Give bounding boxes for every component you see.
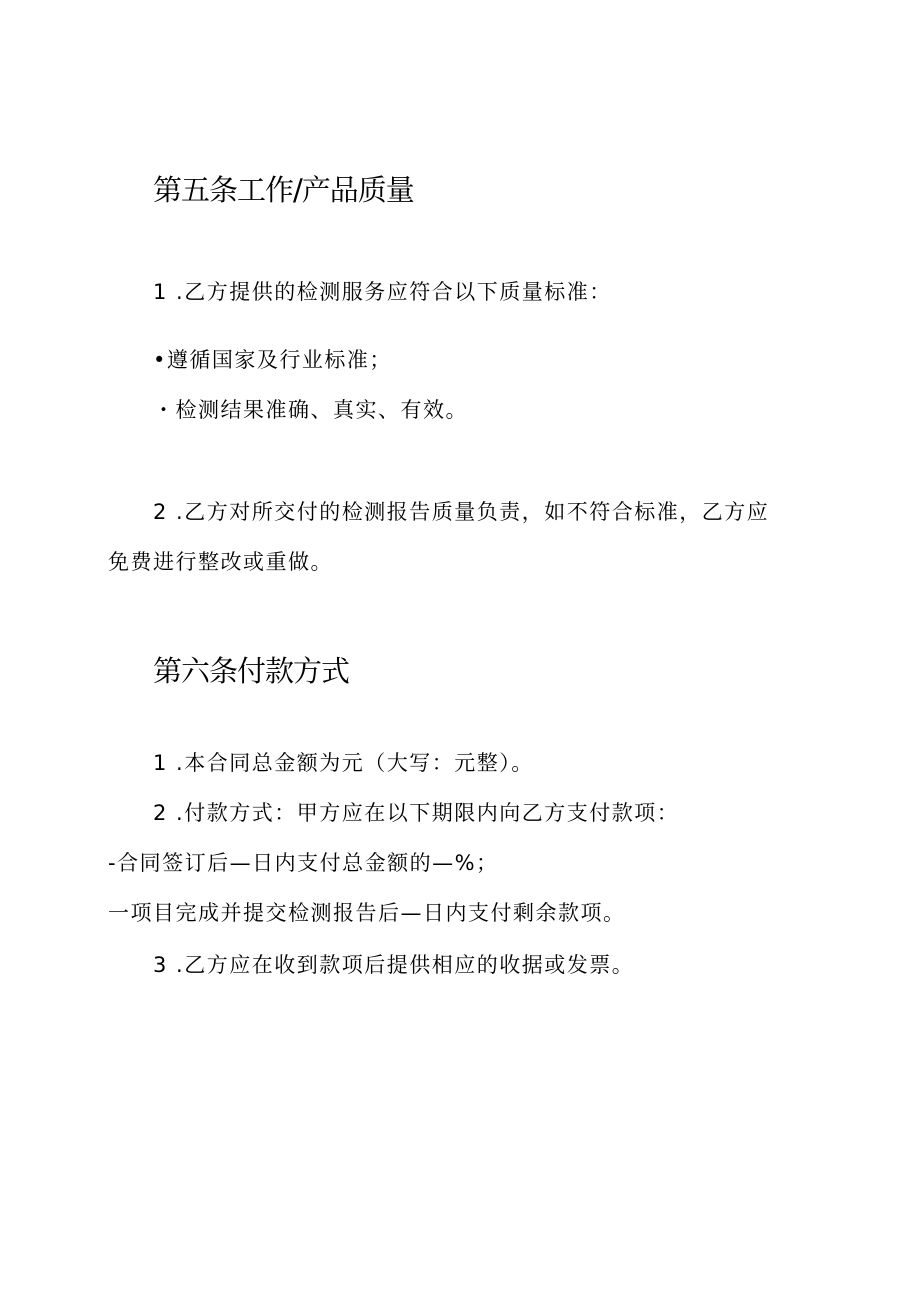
- section-6-item-3: 3 .乙方应在收到款项后提供相应的收据或发票。: [153, 953, 635, 977]
- section-5-bullet-1: •遵循国家及行业标准；: [153, 348, 392, 372]
- section-6-heading: 第六条付款方式: [153, 654, 350, 688]
- section-5-item-2-line-2: 免费进行整改或重做。: [108, 550, 333, 574]
- section-6-sub-item-1: -合同签订后—日内支付总金额的—%；: [108, 851, 499, 875]
- section-6-sub-item-2: 一项目完成并提交检测报告后—日内支付剩余款项。: [108, 901, 626, 925]
- section-5-heading: 第五条工作/产品质量: [153, 173, 414, 207]
- section-6-item-2: 2 .付款方式：甲方应在以下期限内向乙方支付款项：: [153, 801, 680, 825]
- section-6-item-1: 1 .本合同总金额为元（大写：元整）。: [153, 751, 534, 775]
- section-5-item-2-line-1: 2 .乙方对所交付的检测报告质量负责，如不符合标准，乙方应: [153, 500, 770, 524]
- section-5-bullet-2: ・检测结果准确、真实、有效。: [153, 398, 468, 422]
- section-5-item-1: 1 .乙方提供的检测服务应符合以下质量标准：: [153, 280, 612, 304]
